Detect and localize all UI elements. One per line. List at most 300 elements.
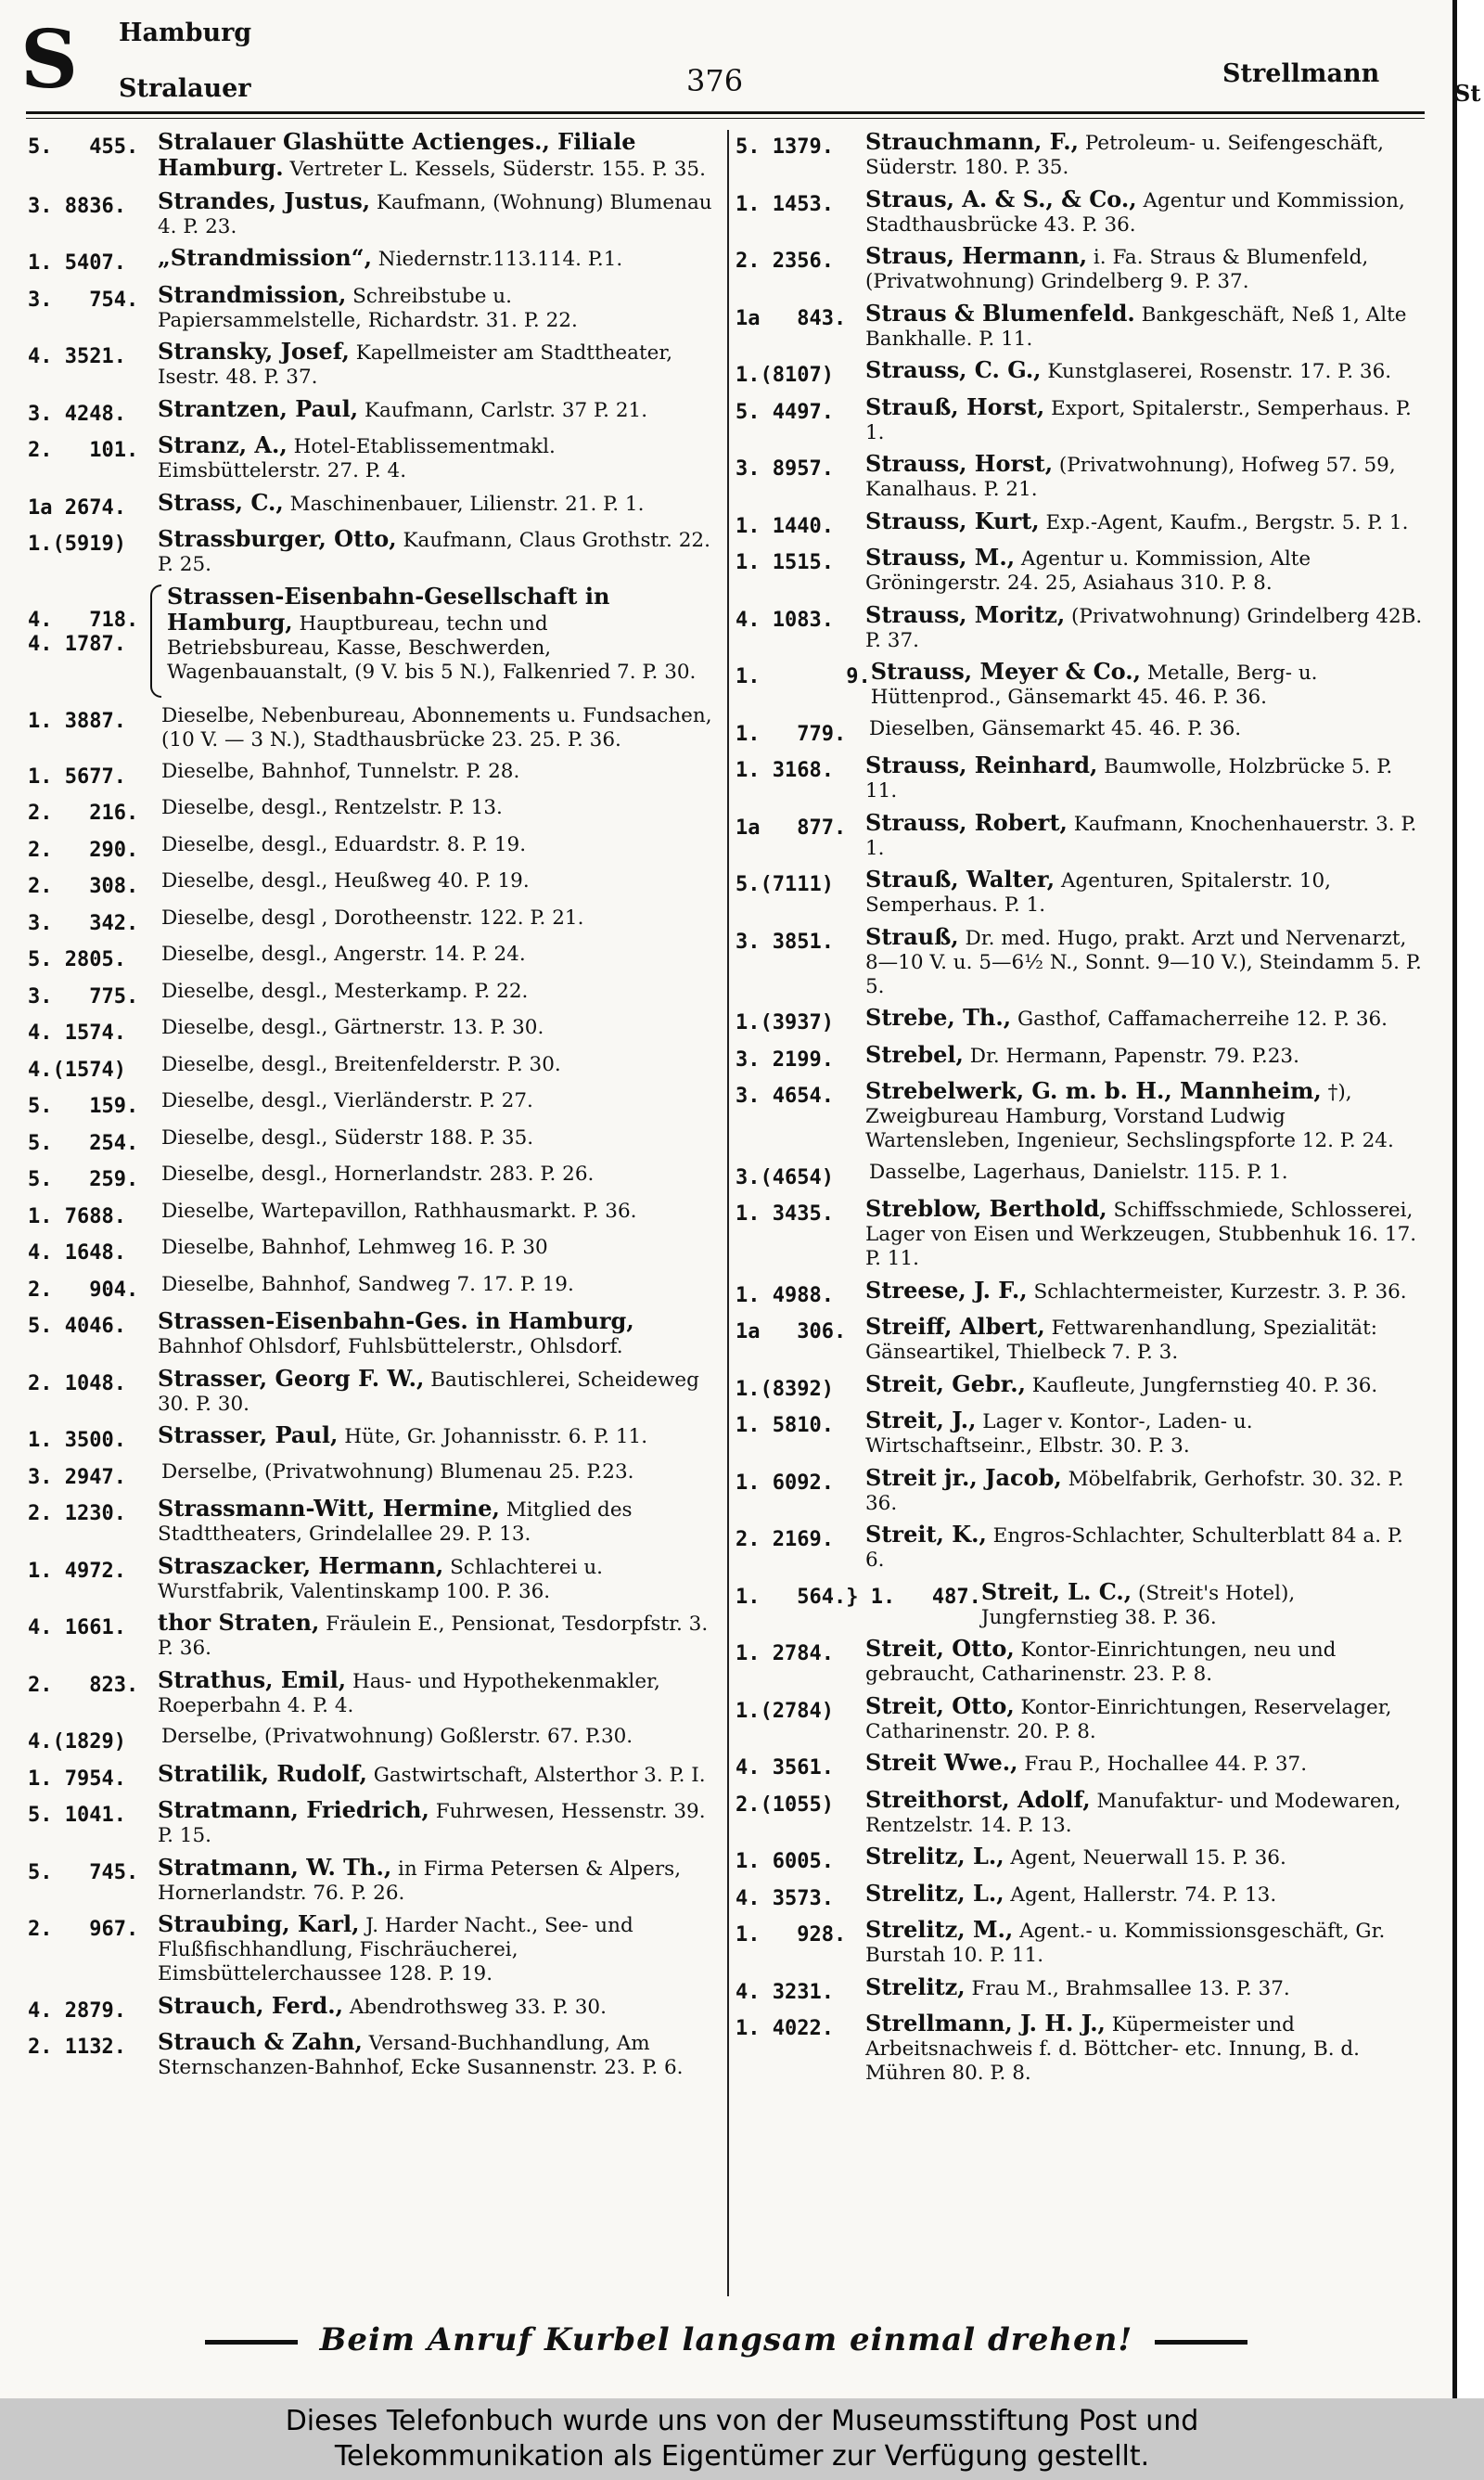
phone-number: 5. 4497. <box>736 400 834 424</box>
phone-number: 4. 1661. <box>28 1616 126 1639</box>
entry-text <box>865 1972 1424 2001</box>
phone-number: 3. 754. <box>28 288 139 312</box>
directory-entry <box>28 1200 716 1229</box>
entry-description: Schlachtermeister, Kurzestr. 3. P. 36. <box>1033 1279 1407 1304</box>
entry-text <box>158 1853 716 1906</box>
entry-description: Lager v. Kontor-, Laden- u. Wirtschaftseinr., Elbstr. 30. P. 3. <box>865 1410 1253 1458</box>
entry-text <box>865 452 1424 502</box>
phone-number: 4.(1829) <box>28 1730 126 1754</box>
entry-name: Strasser, Georg F. W., <box>158 1364 425 1392</box>
entry-name: Strauss, Meyer & Co., <box>870 658 1141 685</box>
entry-name: Straszacker, Hermann, <box>158 1551 444 1579</box>
entry-text <box>158 704 716 752</box>
entry-text <box>980 1577 1424 1630</box>
directory-entry <box>28 1364 716 1417</box>
directory-entry <box>736 922 1424 999</box>
entry-description: Fräulein E., Pensionat, Tesdorpfstr. 3. P. 36. <box>158 1613 709 1660</box>
directory-entry <box>28 796 716 826</box>
phone-number: 5. 745. <box>28 1860 139 1884</box>
phone-number: 1. 3435. <box>736 1202 834 1226</box>
entry-description: Dieselbe, desgl , Dorotheenstr. 122. P. 21. <box>161 906 584 930</box>
phone-number: 3. 3851. <box>736 930 834 954</box>
entry-description: Agent, Neuerwall 15. P. 36. <box>1010 1846 1286 1870</box>
entry-name: Straubing, Karl, <box>158 1910 360 1937</box>
entry-name: Streese, J. F., <box>865 1276 1028 1304</box>
right-column <box>736 130 1424 2296</box>
entry-name: Strauss, Kurt, <box>865 507 1040 534</box>
entry-text <box>865 1161 1424 1185</box>
entry-description: Dieselbe, desgl., Hornerlandstr. 283. P. 26. <box>161 1163 595 1186</box>
entry-description: Agentur und Kommission, Stadthausbrücke 43. P. 36. <box>865 188 1405 237</box>
phone-number: 3. 8957. <box>736 457 834 481</box>
entry-description: Fuhrwesen, Hessenstr. 39. P. 15. <box>158 1800 706 1847</box>
entry-description: Versand-Buchhandlung, Am Sternschanzen-Bahnhof, Ecke Susannenstr. 23. P. 6. <box>158 2032 684 2079</box>
entry-name: Streblow, Berthold, <box>865 1195 1107 1222</box>
directory-entry <box>736 753 1424 803</box>
entry-name: Straus & Blumenfeld. <box>865 299 1135 327</box>
entry-text <box>865 1369 1424 1398</box>
entry-text <box>865 509 1424 535</box>
entry-description: Gastwirtschaft, Alsterthor 3. P. I. <box>373 1763 706 1787</box>
entry-text <box>865 358 1424 384</box>
entry-name: „Strandmission“, <box>158 244 372 271</box>
entry-name: Stratilik, Rudolf, <box>158 1759 367 1787</box>
entry-description: Kaufleute, Jungfernstieg 40. P. 36. <box>1031 1373 1378 1397</box>
phone-number: 2. 2356. <box>736 250 834 273</box>
entry-description: Dieselbe, desgl., Heußweg 40. P. 19. <box>161 869 530 893</box>
entry-name: Strassburger, Otto, <box>158 525 397 552</box>
directory-entry <box>736 867 1424 918</box>
phone-number: 1.(5919) <box>28 533 126 556</box>
entry-text <box>865 1408 1424 1458</box>
entry-description: Mitglied des Stadttheaters, Grindelallee 29. P. 13. <box>158 1498 633 1546</box>
phone-number: 1. 1440. <box>736 514 834 538</box>
directory-entry <box>28 1551 716 1604</box>
phone-number: 4.(1574) <box>28 1058 126 1082</box>
entry-text <box>865 1276 1424 1304</box>
directory-entry <box>28 1016 716 1046</box>
entry-name: Streit, Otto, <box>865 1691 1015 1719</box>
left-entries-bottom <box>28 704 716 2080</box>
entry-description: Kontor-Einrichtungen, neu und gebraucht, Catharinenstr. 23. P. 8. <box>865 1638 1337 1686</box>
entry-name: Strauch, Ferd., <box>158 1991 343 2019</box>
phone-number: 4. 3573. <box>736 1886 834 1910</box>
entry-text <box>158 1163 716 1187</box>
entry-text <box>158 1759 716 1788</box>
directory-entry <box>736 546 1424 596</box>
entry-description: Maschinenbauer, Lilienstr. 21. P. 1. <box>289 492 645 516</box>
entry-text <box>865 1844 1424 1870</box>
phone-number: 3. 8836. <box>28 194 126 218</box>
entry-description: Schlachterei u. Wurstfabrik, Valentinskamp 100. P. 36. <box>158 1555 604 1603</box>
directory-entry <box>736 1577 1424 1630</box>
phone-number: 2. 904. <box>28 1278 139 1302</box>
phone-number: 2. 1132. <box>28 2036 126 2059</box>
directory-entry <box>28 833 716 863</box>
phone-number: 1. 3500. <box>28 1429 126 1452</box>
directory-entry <box>736 1040 1424 1073</box>
directory-entry <box>28 1912 716 1986</box>
directory-entry <box>28 943 716 972</box>
entry-description: Dieselbe, desgl., Eduardstr. 8. P. 19. <box>161 832 527 856</box>
footer-slogan <box>0 2321 1452 2358</box>
entry-description: Küpermeister und Arbeitsnachweis f. d. Böttcher- etc. Innung, B. d. Mühren 80. P. 8. <box>865 2013 1361 2085</box>
entry-name: Strassen-Eisenbahn-Ges. in Hamburg, <box>158 1307 634 1334</box>
directory-entry <box>28 1460 716 1490</box>
directory-entry <box>736 358 1424 388</box>
phone-number: 3. 4248. <box>28 402 126 426</box>
directory-entry <box>736 392 1424 445</box>
group-phone-number: 4. 718. <box>28 608 139 632</box>
entry-text <box>865 717 1424 741</box>
entry-description: Kaufmann, (Wohnung) Blumenau 4. P. 23. <box>158 190 712 238</box>
header-rule-thin <box>26 118 1425 119</box>
phone-number: 1. 928. <box>736 1923 847 1947</box>
entry-description: †), Zweigbureau Hamburg, Vorstand Ludwig Wartensleben, Ingenieur, Sechslingspforte 12. P. 24. <box>865 1081 1394 1152</box>
entry-text <box>158 1912 716 1986</box>
directory-entry <box>736 1523 1424 1573</box>
entry-text <box>158 280 716 333</box>
entry-name: Strantzen, Paul, <box>158 394 359 422</box>
entry-description: Agenturen, Spitalerstr. 10, Semperhaus. P. 1. <box>865 869 1332 917</box>
entry-description: Hüte, Gr. Johannisstr. 6. P. 11. <box>344 1425 648 1448</box>
entry-text <box>158 1460 716 1484</box>
entry-name: Strauss, Moritz, <box>865 600 1066 628</box>
phone-number: 1. 2784. <box>736 1642 834 1665</box>
phone-number: 1. 6005. <box>736 1850 834 1873</box>
directory-entry <box>28 280 716 333</box>
entry-name: Strauss, Robert, <box>865 808 1068 836</box>
entry-name: Strauß, <box>865 922 959 950</box>
directory-entry <box>28 433 716 483</box>
entry-description: Haus- und Hypothekenmakler, Roeperbahn 4. P. 4. <box>158 1669 660 1717</box>
phone-number: 2. 1230. <box>28 1502 126 1525</box>
entry-text <box>865 2011 1424 2086</box>
entry-name: Streit jr., Jacob, <box>865 1463 1062 1491</box>
header-city: Hamburg <box>119 19 252 47</box>
entry-name: Strauss, Reinhard, <box>865 752 1098 778</box>
entry-description: Dieselbe, Wartepavillon, Rathhausmarkt. P. 36. <box>161 1199 637 1223</box>
brace <box>150 585 161 698</box>
entry-description: Dieselbe, desgl., Breitenfelderstr. P. 30. <box>161 1052 561 1076</box>
entry-text <box>865 1040 1424 1069</box>
directory-entry <box>28 1236 716 1266</box>
left-entries-top <box>28 130 716 577</box>
entry-name: Strasser, Paul, <box>158 1421 339 1448</box>
header-last-entry: Strellmann <box>1222 59 1380 88</box>
column-divider <box>727 130 729 2296</box>
phone-number: 3. 342. <box>28 911 139 935</box>
entry-text <box>158 760 716 784</box>
directory-entry <box>28 1991 716 2024</box>
entry-text <box>865 1523 1424 1573</box>
directory-entry <box>736 1691 1424 1744</box>
entry-description: Kaufmann, Knochenhauerstr. 3. P. 1. <box>865 812 1417 860</box>
entry-description: Dieselbe, Bahnhof, Lehmweg 16. P. 30 <box>161 1236 548 1259</box>
entry-name: Straus, A. & S., & Co., <box>865 185 1137 212</box>
phone-number: 5. 4046. <box>28 1315 126 1338</box>
entry-name: Streit, Otto, <box>865 1635 1015 1662</box>
phone-number: 1.(2784) <box>736 1699 834 1723</box>
phone-number: 1. 5810. <box>736 1414 834 1437</box>
entry-text <box>865 1691 1424 1744</box>
entry-description: Dieselbe, Bahnhof, Sandweg 7. 17. P. 19. <box>161 1272 574 1296</box>
entry-text <box>158 130 716 182</box>
entry-name: Strelitz, L., <box>865 1879 1004 1907</box>
entry-description: Kapellmeister am Stadttheater, Isestr. 48. P. 37. <box>158 341 673 389</box>
entry-name: Strellmann, J. H. J., <box>865 2010 1106 2037</box>
provenance-note <box>0 2398 1484 2480</box>
entry-name: Strathus, Emil, <box>158 1665 347 1693</box>
phone-number: 5. 1379. <box>736 135 834 159</box>
entry-description: Derselbe, (Privatwohnung) Blumenau 25. P.23. <box>161 1459 634 1484</box>
phone-number: 5. 159. <box>28 1095 139 1118</box>
phone-number: 5. 254. <box>28 1131 139 1155</box>
phone-number: 1. 564.} 1. 487. <box>736 1585 981 1609</box>
entry-text <box>158 906 716 931</box>
directory-entry <box>736 299 1424 352</box>
section-letter: S <box>20 13 79 107</box>
entry-name: Strass, C., <box>158 488 284 516</box>
entry-text <box>158 1236 716 1260</box>
entry-text <box>158 869 716 893</box>
directory-entry <box>28 1089 716 1119</box>
entry-description: Schiffsschmiede, Schlosserei, Lager von Eisen und Werkzeugen, Stubbenhuk 16. 17. P. 11. <box>865 1199 1417 1270</box>
phone-number: 1. 4972. <box>28 1559 126 1583</box>
directory-entry <box>736 452 1424 502</box>
directory-entry <box>736 244 1424 294</box>
directory-entry <box>28 1273 716 1303</box>
entry-name: Strauchmann, F., <box>865 130 1080 155</box>
entry-text <box>158 2030 716 2080</box>
entry-description: Baumwolle, Holzbrücke 5. P. 11. <box>865 755 1393 803</box>
directory-entry <box>28 1163 716 1192</box>
entry-text <box>158 1126 716 1150</box>
entry-name: Streit, J., <box>865 1407 977 1433</box>
directory-entry <box>736 187 1424 238</box>
entry-description: Agentur u. Kommission, Alte Gröningerstr. 24. 25, Asiahaus 310. P. 8. <box>865 547 1311 595</box>
entry-description: Manufaktur- und Modewaren, Rentzelstr. 14. P. 13. <box>865 1789 1401 1837</box>
phone-number: 1. 779. <box>736 722 847 746</box>
entry-text <box>158 433 716 483</box>
entry-description: J. Harder Nacht., See- und Flußfischhandlung, Fischräucherei, Eimsbüttelerchaussee 128. P. 19. <box>158 1914 633 1985</box>
entry-text <box>865 1079 1424 1153</box>
entry-description: Agent.- u. Kommissionsgeschäft, Gr. Burstah 10. P. 11. <box>865 1920 1386 1967</box>
phone-number: 4. 2879. <box>28 1998 126 2023</box>
entry-description: (Privatwohnung) Grindelberg 42B. P. 37. <box>865 604 1423 652</box>
entry-text <box>865 1785 1424 1838</box>
entry-text <box>158 1053 716 1077</box>
entry-name: Streit Wwe., <box>865 1749 1018 1776</box>
directory-entry <box>736 1637 1424 1687</box>
entry-text <box>865 392 1424 445</box>
left-column <box>28 130 716 2296</box>
directory-entry <box>736 1879 1424 1911</box>
entry-name: Strebel, <box>865 1040 964 1068</box>
entry-description: Fettwarenhandlung, Spezialität: Gänseartikel, Thielbeck 7. P. 3. <box>865 1317 1378 1364</box>
directory-entry <box>28 394 716 427</box>
entry-description: Dieselben, Gänsemarkt 45. 46. P. 36. <box>869 716 1242 740</box>
entry-description: Derselbe, (Privatwohnung) Goßlerstr. 67. P.30. <box>161 1725 633 1748</box>
entry-text <box>865 1463 1424 1516</box>
phone-number: 2. 290. <box>28 838 139 862</box>
phone-number: 4. 3521. <box>28 345 126 368</box>
entry-description: Kontor-Einrichtungen, Reservelager, Catharinenstr. 20. P. 8. <box>865 1695 1392 1743</box>
phone-number: 2. 823. <box>28 1673 139 1697</box>
directory-entry <box>736 1972 1424 2005</box>
directory-entry <box>28 1423 716 1453</box>
entry-text <box>158 527 716 577</box>
phone-number: 4. 1574. <box>28 1022 126 1045</box>
entry-name: Strauss, C. G., <box>865 356 1042 383</box>
entry-description: in Firma Petersen & Alpers, Hornerlandstr. 76. P. 26. <box>158 1857 682 1905</box>
group-text <box>167 582 716 685</box>
entry-text <box>158 1423 716 1449</box>
group-phone-number: 4. 1787. <box>28 632 126 656</box>
entry-description: Vertreter L. Kessels, Süderstr. 155. P. 35. <box>289 158 706 181</box>
phone-number: 2. 308. <box>28 875 139 898</box>
phone-number: 3. 775. <box>28 984 139 1009</box>
phone-number: 1.(8107) <box>736 364 834 387</box>
entry-name: Strauch & Zahn, <box>158 2028 363 2055</box>
entry-name: Strelitz, L., <box>865 1843 1004 1870</box>
entry-description: Gasthof, Caffamacherreihe 12. P. 36. <box>1017 1008 1388 1031</box>
entry-description: Abendrothsweg 33. P. 30. <box>349 1995 607 2019</box>
entry-description: Frau M., Brahmsallee 13. P. 37. <box>971 1976 1290 2000</box>
entry-text <box>158 1665 716 1718</box>
entry-text <box>158 833 716 857</box>
directory-entry <box>28 704 716 752</box>
phone-number: 5.(7111) <box>736 873 834 896</box>
entry-text <box>158 186 716 239</box>
entry-text <box>865 187 1424 238</box>
provenance-line: Telekommunikation als Eigentümer zur Verfügung gestellt. <box>334 2440 1150 2473</box>
directory-entry <box>736 1844 1424 1874</box>
entry-description: Dieselbe, desgl., Mesterkamp. P. 22. <box>161 979 529 1003</box>
slogan-bar-left <box>205 2340 298 2345</box>
entry-name: Strandmission, <box>158 280 347 308</box>
entry-text <box>158 394 716 423</box>
directory-entry <box>736 1006 1424 1035</box>
entry-description: Exp.-Agent, Kaufm., Bergstr. 5. P. 1. <box>1045 510 1409 534</box>
directory-entry <box>28 1497 716 1547</box>
entry-description: Dieselbe, desgl., Gärtnerstr. 13. P. 30. <box>161 1016 544 1039</box>
entry-name: Stransky, Josef, <box>158 338 350 365</box>
entry-text <box>158 1798 716 1848</box>
directory-entry <box>28 1665 716 1718</box>
entry-name: Stratmann, W. Th., <box>158 1853 392 1881</box>
entry-text <box>865 808 1424 861</box>
phone-number: 1.(3937) <box>736 1011 834 1034</box>
phone-number: 1. 5407. <box>28 251 126 275</box>
entry-text <box>865 1879 1424 1908</box>
phone-number: 2. 2169. <box>736 1528 834 1551</box>
entry-text <box>158 488 716 517</box>
entry-name: Straus, Hermann, <box>865 242 1088 269</box>
entry-description: Dieselbe, Nebenbureau, Abonnements u. Fundsachen, (10 V. — 3 N.), Stadthausbrücke 23. 25. P. 36. <box>161 704 712 752</box>
directory-entry <box>736 1161 1424 1190</box>
right-entries <box>736 130 1424 2086</box>
directory-entry <box>736 130 1424 180</box>
group-phone-numbers <box>28 585 150 657</box>
phone-number: 1. 1515. <box>736 551 834 574</box>
slogan-bar-right <box>1155 2340 1247 2345</box>
directory-entry <box>28 760 716 790</box>
phone-number: 4. 1083. <box>736 608 834 632</box>
directory-entry <box>736 1785 1424 1838</box>
entry-name: Strauß, Horst, <box>865 392 1045 420</box>
entry-description: Hauptbureau, techn und Betriebsbureau, Kasse, Beschwerden, Wagenbauanstalt, (9 V. bis 5 N.), Falkenried 7. P. 30. <box>167 611 697 684</box>
phone-number: 1a 306. <box>736 1320 847 1343</box>
phone-number: 1. 1453. <box>736 192 834 216</box>
directory-entry <box>736 600 1424 653</box>
phone-number: 2. 1048. <box>28 1371 126 1395</box>
directory-entry <box>736 509 1424 539</box>
directory-entry <box>28 1853 716 1906</box>
phone-number: 2. 216. <box>28 802 139 825</box>
entry-description: Möbelfabrik, Gerhofstr. 30. 32. P. 36. <box>865 1467 1404 1515</box>
slogan-text: Beim Anruf Kurbel langsam einmal drehen! <box>319 2321 1133 2358</box>
entry-description: Bautischlerei, Scheideweg 30. P. 30. <box>158 1368 699 1416</box>
directory-entry <box>736 660 1424 710</box>
entry-text <box>865 546 1424 596</box>
directory-entry <box>28 1759 716 1792</box>
phone-number: 5. 1041. <box>28 1804 126 1827</box>
entry-name: Stratmann, Friedrich, <box>158 1796 429 1823</box>
directory-entry <box>28 869 716 899</box>
entry-description: Dieselbe, desgl., Süderstr 188. P. 35. <box>161 1125 534 1150</box>
entry-name: Strauss, M., <box>865 544 1016 571</box>
directory-entry <box>28 527 716 577</box>
directory-entry <box>736 1276 1424 1308</box>
entry-name: Streit, Gebr., <box>865 1369 1026 1397</box>
entry-description: Dieselbe, desgl., Angerstr. 14. P. 24. <box>161 943 526 966</box>
entry-name: Strelitz, M., <box>865 1916 1014 1943</box>
next-page-edge <box>1452 0 1484 2398</box>
entry-text <box>158 1611 716 1661</box>
entry-name: Strassmann-Witt, Hermine, <box>158 1495 500 1522</box>
entry-description: Frau P., Hochallee 44. P. 37. <box>1024 1753 1308 1776</box>
phone-number: 1.(8392) <box>736 1377 834 1401</box>
entry-text <box>865 244 1424 294</box>
entry-text <box>158 1991 716 2020</box>
phone-number: 5. 455. <box>28 135 139 159</box>
entry-text <box>158 1551 716 1604</box>
phone-number: 1. 5677. <box>28 765 126 789</box>
directory-entry <box>736 1315 1424 1365</box>
phone-number: 3. 2199. <box>736 1047 834 1072</box>
phone-number: 2. 967. <box>28 1918 139 1941</box>
entry-description: Kaufmann, Carlstr. 37 P. 21. <box>364 398 648 422</box>
entry-text <box>865 1918 1424 1968</box>
directory-entry <box>736 808 1424 861</box>
entry-text <box>158 796 716 820</box>
entry-text <box>158 1309 716 1359</box>
next-page-mark: St <box>1454 80 1481 107</box>
directory-entry <box>736 1751 1424 1780</box>
directory-entry <box>28 246 716 276</box>
entry-text <box>865 600 1424 653</box>
entry-text <box>865 299 1424 352</box>
phone-number: 1a 877. <box>736 816 847 840</box>
entry-description: Hotel-Etablissementmakl. Eimsbüttelerstr. 27. P. 4. <box>158 435 556 482</box>
entry-text <box>158 340 716 390</box>
phone-number: 5. 259. <box>28 1168 139 1191</box>
entry-name: Stranz, A., <box>158 431 288 458</box>
directory-entry <box>736 1197 1424 1271</box>
entry-name: Stralauer Glashütte Actienges., Filiale Hamburg. <box>158 130 636 181</box>
entry-description: i. Fa. Straus & Blumenfeld, (Privatwohnung) Grindelberg 9. P. 37. <box>865 246 1369 293</box>
